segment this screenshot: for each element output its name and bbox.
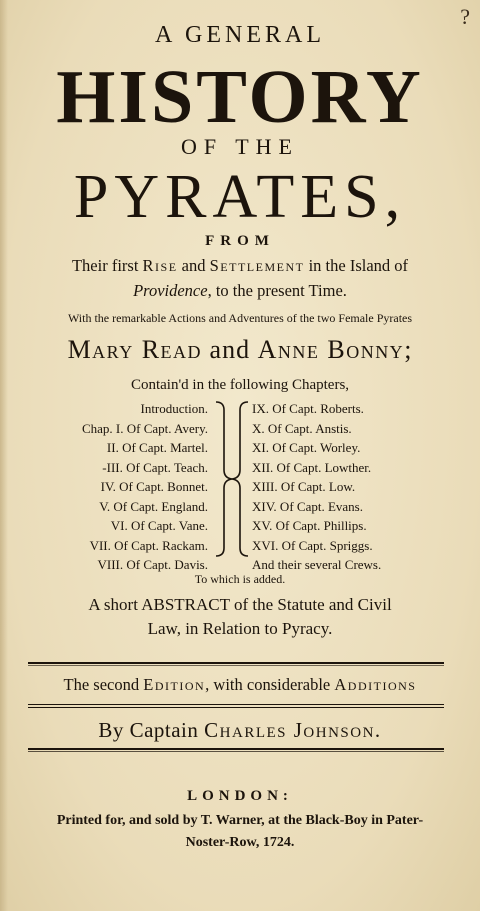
- chapters-right-column: [252, 399, 452, 575]
- divider-rule: [28, 751, 444, 752]
- divider-rule: [28, 748, 444, 750]
- chapter-entry: XVI. Of Capt. Spriggs.: [252, 537, 373, 553]
- divider-rule: [28, 707, 444, 708]
- title-line-of-the: OF THE: [181, 134, 299, 159]
- remarkable-line: With the remarkable Actions and Adventures of the two Female Pyrates: [67, 311, 413, 325]
- chapter-entry: II. Of Capt. Martel.: [106, 440, 208, 455]
- title-line-pyrates: PYRATES,: [73, 163, 407, 231]
- contents-heading: Contain'd in the following Chapters,: [130, 377, 350, 393]
- chapter-entry: VII. Of Capt. Rackam.: [89, 537, 208, 553]
- chapter-entry: XI. Of Capt. Worley.: [252, 440, 361, 455]
- chapter-entry: XIII. Of Capt. Low.: [252, 479, 356, 494]
- chapter-entry: Chap. I. Of Capt. Avery.: [81, 420, 208, 436]
- chapter-entry: V. Of Capt. England.: [99, 498, 208, 514]
- corner-mark: ?: [460, 4, 470, 29]
- edition-line: The second Edition, with considerable Additions: [63, 675, 417, 694]
- chapter-entry: VIII. Of Capt. Davis.: [97, 557, 208, 572]
- chapter-entry: XII. Of Capt. Lowther.: [252, 459, 372, 475]
- rise-line-2: Providence, to the present Time.: [133, 281, 347, 300]
- chapter-entry: XIV. Of Capt. Evans.: [252, 498, 363, 514]
- chapter-entry: IX. Of Capt. Roberts.: [252, 401, 364, 416]
- title-line-history: HISTORY: [56, 55, 424, 139]
- divider-rule: [28, 662, 444, 664]
- abstract-line-1: A short ABSTRACT of the Statute and Civil: [88, 595, 392, 614]
- added-line: To which is added.: [194, 572, 286, 586]
- chapter-entry: Introduction.: [140, 401, 208, 416]
- chapter-entry: -III. Of Capt. Teach.: [102, 459, 208, 475]
- chapters-left-column: [14, 399, 208, 575]
- author-line: By Captain Charles Johnson.: [98, 718, 382, 742]
- chapter-entry: IV. Of Capt. Bonnet.: [100, 479, 208, 494]
- chapter-entry: XV. Of Capt. Phillips.: [252, 518, 367, 533]
- chapter-entry: X. Of Capt. Anstis.: [252, 420, 352, 436]
- imprint-line-1: Printed for, and sold by T. Warner, at the Black-Boy in Pater-: [56, 813, 424, 828]
- rise-line-1: Their first Rise and Settlement in the Island of: [71, 256, 409, 275]
- imprint-place: LONDON:: [187, 788, 293, 804]
- abstract-line-2: Law, in Relation to Pyracy.: [147, 619, 333, 638]
- imprint-line-2: Noster-Row, 1724.: [185, 835, 295, 850]
- chapter-entry: VI. Of Capt. Vane.: [110, 518, 208, 533]
- divider-rule: [28, 665, 444, 666]
- from-label: FROM: [205, 233, 275, 249]
- female-pyrates-names: Mary Read and Anne Bonny;: [67, 335, 413, 364]
- chapter-braces: [210, 400, 254, 558]
- chapter-entry: And their several Crews.: [252, 557, 382, 572]
- title-line-general: A GENERAL: [155, 22, 325, 48]
- divider-rule: [28, 704, 444, 705]
